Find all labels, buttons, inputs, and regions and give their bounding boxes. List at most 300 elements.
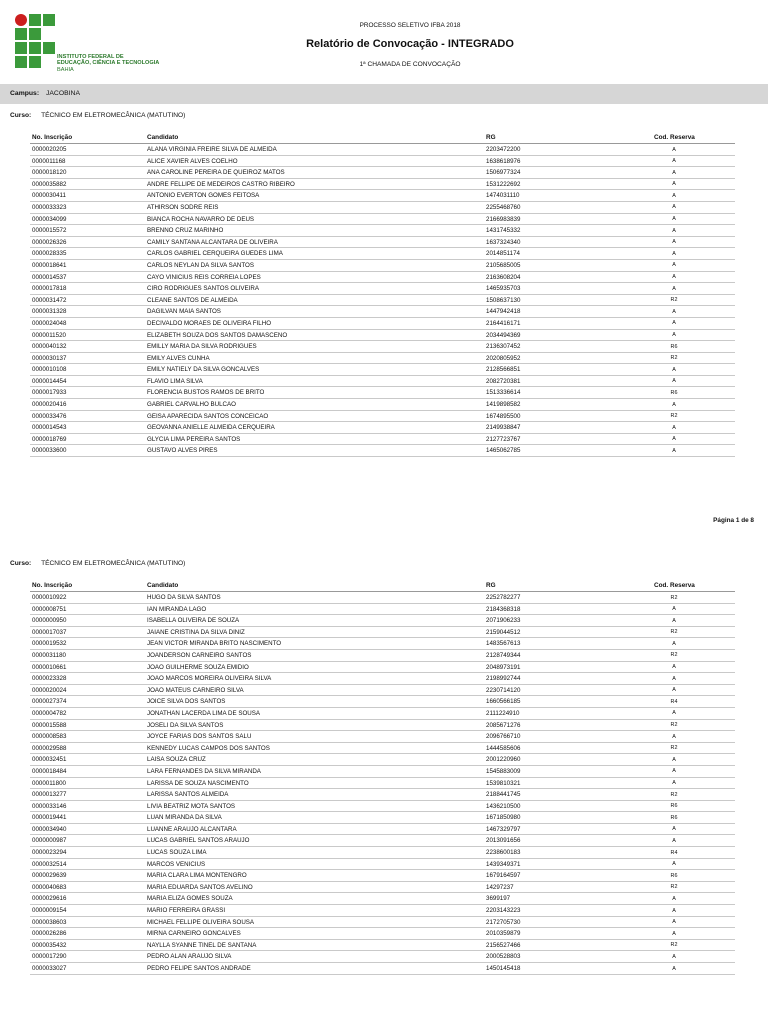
table-row xyxy=(30,615,735,627)
report-title: Relatório de Convocação - INTEGRADO xyxy=(306,38,514,50)
cell-candidato: MARIO FERREIRA GRASSI xyxy=(147,907,226,915)
cell-candidato: LUCAS GABRIEL SANTOS ARAUJO xyxy=(147,837,250,845)
cell-inscricao: 0000024048 xyxy=(32,319,67,327)
table-row xyxy=(30,434,735,446)
cell-inscricao: 0000033027 xyxy=(32,965,67,972)
cell-inscricao: 0000013277 xyxy=(32,791,67,799)
cell-reserva: R2 xyxy=(670,355,678,362)
cell-rg: 2000528803 xyxy=(486,953,521,961)
cell-inscricao: 0000017818 xyxy=(32,285,67,293)
cell-reserva: A xyxy=(672,447,676,454)
table-row xyxy=(30,364,735,376)
cell-inscricao: 0000008751 xyxy=(32,605,67,613)
table-row xyxy=(30,179,735,191)
cell-inscricao: 0000000950 xyxy=(32,617,67,625)
cell-candidato: ALICE XAVIER ALVES COELHO xyxy=(147,157,238,165)
table-row xyxy=(30,167,735,179)
cell-reserva: A xyxy=(672,320,676,327)
course-value: TÉCNICO EM ELETROMECÂNICA (MATUTINO) xyxy=(41,112,186,119)
cell-reserva: A xyxy=(672,169,676,176)
cell-reserva: R2 xyxy=(670,629,678,636)
table-row xyxy=(30,272,735,284)
process-name: PROCESSO SELETIVO IFBA 2018 xyxy=(359,22,461,29)
cell-rg: 2020805952 xyxy=(486,354,521,362)
cell-reserva: A xyxy=(672,965,676,972)
table-row xyxy=(30,940,735,952)
cell-reserva: R6 xyxy=(670,389,678,396)
table-row xyxy=(30,318,735,330)
cell-inscricao: 0000015572 xyxy=(32,227,67,235)
logo-line-2: EDUCAÇÃO, CIÊNCIA E TECNOLOGIA xyxy=(57,60,160,67)
cell-reserva: A xyxy=(672,216,676,223)
table-row xyxy=(30,422,735,434)
cell-reserva: R2 xyxy=(670,942,678,949)
cell-inscricao: 0000031180 xyxy=(32,651,66,659)
cell-rg: 2203472200 xyxy=(486,146,521,153)
cell-rg: 1465935703 xyxy=(486,285,521,293)
cell-candidato: PEDRO FELIPE SANTOS ANDRADE xyxy=(147,965,251,972)
table-row xyxy=(30,951,735,963)
cell-rg: 2034494369 xyxy=(486,331,521,339)
col-inscricao: No. Inscrição xyxy=(32,582,73,589)
cell-inscricao: 0000040132 xyxy=(32,343,67,351)
cell-inscricao: 0000038603 xyxy=(32,918,67,926)
table-header xyxy=(30,580,735,592)
cell-inscricao: 0000040683 xyxy=(32,883,67,891)
table-row xyxy=(30,202,735,214)
cell-candidato: MARCOS VENICIUS xyxy=(147,860,206,868)
cell-rg: 2071906233 xyxy=(486,617,521,625)
cell-reserva: A xyxy=(672,424,676,431)
cell-inscricao: 0000033323 xyxy=(32,203,67,211)
cell-reserva: A xyxy=(672,181,676,188)
cell-inscricao: 0000014543 xyxy=(32,424,67,432)
table-row xyxy=(30,638,735,650)
cell-inscricao: 0000031472 xyxy=(32,296,67,304)
table-row xyxy=(30,731,735,743)
cell-reserva: R2 xyxy=(670,791,678,798)
cell-candidato: JOAO GUILHERME SOUZA EMIDIO xyxy=(147,663,249,671)
table-row xyxy=(30,260,735,272)
campus-bar xyxy=(0,84,768,104)
cell-inscricao: 0000029639 xyxy=(32,872,67,880)
cell-reserva: A xyxy=(672,756,676,763)
cell-candidato: MARIA ELIZA GOMES SOUZA xyxy=(147,895,233,903)
cell-inscricao: 0000026286 xyxy=(32,930,67,938)
col-candidato: Candidato xyxy=(147,582,179,589)
cell-candidato: MARIA CLARA LIMA MONTENGRO xyxy=(147,872,247,880)
cell-inscricao: 0000034099 xyxy=(32,215,67,223)
cell-inscricao: 0000018641 xyxy=(32,261,67,269)
cell-candidato: LIVIA BEATRIZ MOTA SANTOS xyxy=(147,802,236,810)
cell-candidato: JOICE SILVA DOS SANTOS xyxy=(147,698,226,706)
cell-rg: 1674895500 xyxy=(486,412,521,420)
cell-inscricao: 0000010922 xyxy=(32,594,67,601)
cell-reserva: A xyxy=(672,146,676,153)
cell-reserva: A xyxy=(672,768,676,775)
table-row xyxy=(30,330,735,342)
cell-candidato: CAMILY SANTANA ALCANTARA DE OLIVEIRA xyxy=(147,238,278,246)
course-line-1 xyxy=(10,112,185,119)
table-row xyxy=(30,376,735,388)
cell-reserva: A xyxy=(672,780,676,786)
cell-inscricao: 0000018769 xyxy=(32,435,67,443)
cell-candidato: JOSELI DA SILVA SANTOS xyxy=(147,721,224,729)
cell-rg: 2230714120 xyxy=(486,686,521,694)
cell-candidato: EMILLY MARIA DA SILVA RODRIGUES xyxy=(147,343,257,351)
cell-rg: 2166983839 xyxy=(486,215,521,223)
cell-reserva: A xyxy=(672,227,676,234)
table-header xyxy=(30,132,735,144)
cell-inscricao: 0000010661 xyxy=(32,663,67,671)
cell-reserva: A xyxy=(672,617,676,624)
cell-candidato: JOYCE FARIAS DOS SANTOS SALU xyxy=(147,733,252,741)
cell-reserva: R2 xyxy=(670,652,678,659)
table-row xyxy=(30,754,735,766)
cell-rg: 2013091656 xyxy=(486,837,521,845)
table-row xyxy=(30,859,735,871)
table-row xyxy=(30,870,735,882)
cell-inscricao: 0000015588 xyxy=(32,721,67,729)
cell-rg: 1506977324 xyxy=(486,169,521,177)
table-row xyxy=(30,696,735,708)
table-row xyxy=(30,411,735,423)
cell-rg: 2164416171 xyxy=(486,319,521,327)
course-line-2 xyxy=(10,560,185,567)
cell-inscricao: 0000035432 xyxy=(32,941,67,949)
cell-reserva: A xyxy=(672,158,676,165)
logo-text xyxy=(57,54,159,73)
cell-rg: 1483567613 xyxy=(486,640,521,648)
cell-inscricao: 0000030137 xyxy=(32,354,67,362)
table-row xyxy=(30,387,735,399)
table-row xyxy=(30,882,735,894)
cell-inscricao: 0000010108 xyxy=(32,366,67,374)
cell-inscricao: 0000018484 xyxy=(32,767,67,775)
logo-line-1: INSTITUTO FEDERAL DE xyxy=(57,54,124,60)
col-reserva: Cod. Reserva xyxy=(654,582,695,589)
cell-rg: 1447942418 xyxy=(486,308,521,316)
cell-inscricao: 0000028335 xyxy=(32,250,67,258)
cell-rg: 1679164597 xyxy=(486,872,521,880)
col-candidato: Candidato xyxy=(147,134,179,141)
table-row xyxy=(30,685,735,697)
cell-rg: 2048973191 xyxy=(486,663,521,671)
cell-rg: 2184368318 xyxy=(486,605,521,613)
table-row xyxy=(30,445,735,457)
cell-rg: 2096766710 xyxy=(486,733,521,741)
cell-candidato: EMILY ALVES CUNHA xyxy=(147,354,210,362)
table-row xyxy=(30,650,735,662)
course-label: Curso: xyxy=(10,560,32,567)
cell-rg: 1474031110 xyxy=(486,192,520,200)
cell-reserva: R4 xyxy=(670,698,678,705)
cell-inscricao: 0000034940 xyxy=(32,825,67,833)
table-row xyxy=(30,295,735,307)
col-rg: RG xyxy=(486,134,496,141)
table-row xyxy=(30,766,735,778)
cell-rg: 2010359879 xyxy=(486,930,521,938)
cell-reserva: A xyxy=(672,606,676,613)
cell-reserva: R2 xyxy=(670,594,678,601)
cell-inscricao: 0000017290 xyxy=(32,953,67,961)
cell-inscricao: 0000004782 xyxy=(32,709,67,717)
table-row xyxy=(30,801,735,813)
cell-inscricao: 0000017037 xyxy=(32,628,67,636)
table-row xyxy=(30,905,735,917)
cell-reserva: R2 xyxy=(670,413,678,420)
cell-inscricao: 0000030411 xyxy=(32,192,66,200)
table-row xyxy=(30,720,735,732)
cell-candidato: PEDRO ALAN ARAUJO SILVA xyxy=(147,953,232,961)
cell-candidato: ANA CAROLINE PEREIRA DE QUEIROZ MATOS xyxy=(147,169,285,177)
cell-reserva: A xyxy=(672,675,676,682)
cell-inscricao: 0000011520 xyxy=(32,331,66,339)
cell-candidato: LUANNE ARAUJO ALCANTARA xyxy=(147,825,237,833)
cell-candidato: LAISA SOUZA CRUZ xyxy=(147,756,206,764)
cell-rg: 1467329797 xyxy=(486,825,521,833)
cell-reserva: A xyxy=(672,204,676,211)
cell-rg: 2172705730 xyxy=(486,918,521,926)
table-row xyxy=(30,341,735,353)
cell-rg: 2127723767 xyxy=(486,435,521,443)
cell-reserva: R6 xyxy=(670,872,678,879)
cell-rg: 2198992744 xyxy=(486,675,521,683)
cell-inscricao: 0000029588 xyxy=(32,744,67,752)
cell-candidato: LUCAS SOUZA LIMA xyxy=(147,849,207,857)
cell-candidato: CLEANE SANTOS DE ALMEIDA xyxy=(147,296,238,304)
cell-reserva: A xyxy=(672,262,676,269)
cell-rg: 2001220960 xyxy=(486,756,521,764)
report-header xyxy=(0,0,768,82)
cell-candidato: ALANA VIRGINIA FREIRE SILVA DE ALMEIDA xyxy=(147,146,277,153)
cell-candidato: JAIANE CRISTINA DA SILVA DINIZ xyxy=(147,628,245,636)
cell-rg: 2188441745 xyxy=(486,791,521,799)
col-reserva: Cod. Reserva xyxy=(654,134,695,141)
cell-rg: 2203143223 xyxy=(486,907,521,915)
cell-rg: 2082720381 xyxy=(486,377,521,385)
cell-candidato: BRENNO CRUZ MARINHO xyxy=(147,227,224,235)
cell-rg: 1419898582 xyxy=(486,401,521,409)
cell-rg: 2159044512 xyxy=(486,628,521,636)
cell-rg: 2111224910 xyxy=(486,709,520,717)
cell-reserva: A xyxy=(672,953,676,960)
cell-reserva: A xyxy=(672,733,676,740)
cell-candidato: BIANCA ROCHA NAVARRO DE DEUS xyxy=(147,215,255,223)
cell-candidato: JOAO MARCOS MOREIRA OLIVEIRA SILVA xyxy=(147,675,272,683)
cell-candidato: LUAN MIRANDA DA SILVA xyxy=(147,814,222,822)
cell-rg: 1436210500 xyxy=(486,802,521,810)
cell-rg: 1545883009 xyxy=(486,767,521,775)
table-row xyxy=(30,214,735,226)
cell-rg: 1671850980 xyxy=(486,814,521,822)
cell-reserva: A xyxy=(672,192,676,199)
cell-inscricao: 0000000987 xyxy=(32,837,67,845)
table-row xyxy=(30,673,735,685)
cell-inscricao: 0000026326 xyxy=(32,238,67,246)
cell-candidato: CARLOS NEYLAN DA SILVA SANTOS xyxy=(147,261,254,269)
course-label: Curso: xyxy=(10,112,32,119)
cell-rg: 1531222692 xyxy=(486,180,521,188)
cell-candidato: EMILY NATIELY DA SILVA GONCALVES xyxy=(147,366,260,374)
cell-candidato: CARLOS GABRIEL CERQUEIRA GUEDES LIMA xyxy=(147,250,283,258)
cell-inscricao: 0000032451 xyxy=(32,756,67,764)
table-row xyxy=(30,627,735,639)
table-row xyxy=(30,963,735,975)
cell-rg: 2252782277 xyxy=(486,594,521,601)
cell-inscricao: 0000020416 xyxy=(32,401,67,409)
cell-candidato: GUSTAVO ALVES PIRES xyxy=(147,447,218,455)
cell-reserva: A xyxy=(672,285,676,292)
table-row xyxy=(30,812,735,824)
cell-candidato: JOANDERSON CARNEIRO SANTOS xyxy=(147,651,252,659)
cell-rg: 2238600183 xyxy=(486,849,521,857)
cell-rg: 2105685005 xyxy=(486,261,521,269)
cell-reserva: R2 xyxy=(670,745,678,752)
cell-candidato: DECIVALDO MORAES DE OLIVEIRA FILHO xyxy=(147,319,272,327)
cell-inscricao: 0000020205 xyxy=(32,146,67,153)
cell-candidato: GEISA APARECIDA SANTOS CONCEICAO xyxy=(147,412,269,420)
cell-candidato: NAYLLA SYANNE TINEL DE SANTANA xyxy=(147,941,257,949)
cell-inscricao: 0000008583 xyxy=(32,733,67,741)
cell-inscricao: 0000018120 xyxy=(32,169,67,177)
table-row xyxy=(30,835,735,847)
cell-candidato: ANTONIO EVERTON GOMES FEITOSA xyxy=(147,192,260,200)
cell-rg: 1465062785 xyxy=(486,447,521,455)
cell-rg: 2128749344 xyxy=(486,651,521,659)
candidates-table-2 xyxy=(30,580,735,975)
cell-candidato: MICHAEL FELLIPE OLIVEIRA SOUSA xyxy=(147,918,255,926)
cell-candidato: CIRO RODRIGUES SANTOS OLIVEIRA xyxy=(147,285,259,293)
table-row xyxy=(30,237,735,249)
table-row xyxy=(30,190,735,202)
cell-rg: 1444585606 xyxy=(486,744,521,752)
cell-inscricao: 0000033600 xyxy=(32,447,67,455)
table-row xyxy=(30,917,735,929)
table-row xyxy=(30,743,735,755)
cell-reserva: A xyxy=(672,274,676,281)
table-row xyxy=(30,778,735,790)
cell-reserva: A xyxy=(672,366,676,373)
cell-candidato: FLAVIO LIMA SILVA xyxy=(147,377,203,385)
cell-inscricao: 0000020024 xyxy=(32,686,67,694)
cell-reserva: A xyxy=(672,895,676,902)
cell-reserva: A xyxy=(672,826,676,833)
table-row xyxy=(30,399,735,411)
cell-rg: 2128566851 xyxy=(486,366,521,374)
cell-rg: 1450145418 xyxy=(486,965,521,972)
table-row xyxy=(30,847,735,859)
table-row xyxy=(30,789,735,801)
cell-candidato: HUGO DA SILVA SANTOS xyxy=(147,594,221,601)
table-row xyxy=(30,604,735,616)
cell-candidato: DAGILVAN MAIA SANTOS xyxy=(147,308,221,316)
page-number: Página 1 de 8 xyxy=(713,517,754,524)
cell-reserva: A xyxy=(672,401,676,408)
cell-rg: 2136307452 xyxy=(486,343,521,351)
cell-reserva: A xyxy=(672,907,676,914)
cell-rg: 1660566185 xyxy=(486,698,521,706)
cell-reserva: R2 xyxy=(670,297,678,304)
cell-inscricao: 0000011800 xyxy=(32,779,66,787)
cell-candidato: MIRNA CARNEIRO GONCALVES xyxy=(147,930,241,938)
cell-reserva: A xyxy=(672,664,676,671)
cell-candidato: ANDRE FELLIPE DE MEDEIROS CASTRO RIBEIRO xyxy=(147,180,295,188)
table-row xyxy=(30,928,735,940)
table-row xyxy=(30,893,735,905)
cell-candidato: LARA FERNANDES DA SILVA MIRANDA xyxy=(147,767,261,775)
cell-inscricao: 0000033146 xyxy=(32,802,67,810)
cell-candidato: JOAO MATEUS CARNEIRO SILVA xyxy=(147,686,244,694)
cell-rg: 1513336614 xyxy=(486,389,521,397)
cell-candidato: LARISSA SANTOS ALMEIDA xyxy=(147,791,229,799)
cell-inscricao: 0000035882 xyxy=(32,180,67,188)
table-row xyxy=(30,248,735,260)
cell-inscricao: 0000019441 xyxy=(32,814,67,822)
cell-candidato: CAYO VINICIUS REIS CORREIA LOPES xyxy=(147,273,261,281)
campus-value: JACOBINA xyxy=(46,90,80,97)
table-row xyxy=(30,824,735,836)
cell-rg: 1439349371 xyxy=(486,860,521,868)
cell-reserva: A xyxy=(672,687,676,694)
cell-inscricao: 0000019532 xyxy=(32,640,67,648)
table-row xyxy=(30,225,735,237)
table-row xyxy=(30,353,735,365)
cell-reserva: R4 xyxy=(670,849,678,856)
cell-inscricao: 0000032514 xyxy=(32,860,67,868)
cell-candidato: GLYCIA LIMA PEREIRA SANTOS xyxy=(147,435,241,443)
cell-candidato: ATHIRSON SODRE REIS xyxy=(147,203,219,211)
col-inscricao: No. Inscrição xyxy=(32,134,73,141)
cell-rg: 1508637130 xyxy=(486,296,521,304)
cell-rg: 2163608204 xyxy=(486,273,521,281)
cell-candidato: ELIZABETH SOUZA DOS SANTOS DAMASCENO xyxy=(147,331,288,339)
cell-candidato: JEAN VICTOR MIRANDA BRITO NASCIMENTO xyxy=(147,640,282,648)
cell-reserva: R2 xyxy=(670,884,678,891)
col-rg: RG xyxy=(486,582,496,589)
table-row xyxy=(30,283,735,295)
table-row xyxy=(30,708,735,720)
cell-candidato: KENNEDY LUCAS CAMPOS DOS SANTOS xyxy=(147,744,270,752)
cell-rg: 1539810321 xyxy=(486,779,521,787)
campus-label: Campus: xyxy=(10,90,40,97)
cell-candidato: MARIA EDUARDA SANTOS AVELINO xyxy=(147,883,253,891)
cell-candidato: FLORENCIA BUSTOS RAMOS DE BRITO xyxy=(147,389,265,397)
cell-inscricao: 0000031328 xyxy=(32,308,67,316)
logo-line-3: BAHIA xyxy=(57,66,74,73)
cell-inscricao: 0000023328 xyxy=(32,675,67,683)
cell-reserva: A xyxy=(672,640,676,647)
cell-rg: 1638618976 xyxy=(486,157,521,165)
cell-rg: 1431745332 xyxy=(486,227,521,235)
table-row xyxy=(30,306,735,318)
cell-rg: 2085671276 xyxy=(486,721,521,729)
cell-reserva: R6 xyxy=(670,814,678,821)
cell-candidato: IAN MIRANDA LAGO xyxy=(147,605,207,613)
cell-rg: 2149938847 xyxy=(486,424,521,432)
cell-reserva: A xyxy=(672,710,676,717)
cell-reserva: A xyxy=(672,308,676,315)
cell-reserva: R2 xyxy=(670,722,678,729)
table-row xyxy=(30,662,735,674)
cell-reserva: A xyxy=(672,861,676,868)
ifba-logo xyxy=(12,14,172,78)
cell-reserva: A xyxy=(672,919,676,926)
cell-rg: 1637324340 xyxy=(486,238,521,246)
cell-rg: 2156527466 xyxy=(486,941,521,949)
cell-reserva: R6 xyxy=(670,343,678,350)
cell-inscricao: 0000017933 xyxy=(32,389,67,397)
